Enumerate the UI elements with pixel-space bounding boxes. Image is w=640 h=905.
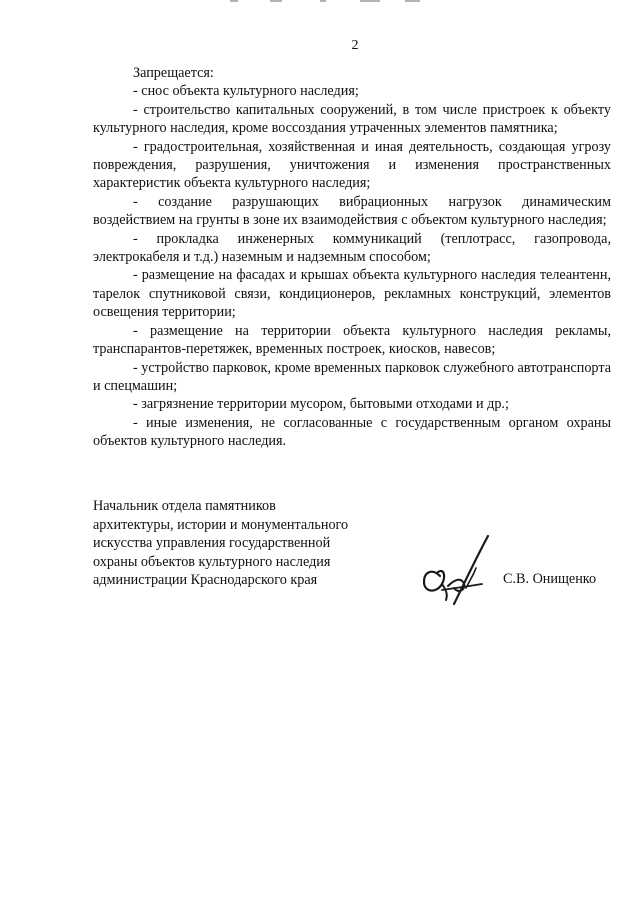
- prohibition-item: - устройство парковок, кроме временных парковок служебного автотранспорта и спецмашин;: [93, 359, 611, 394]
- signatory-position: [93, 497, 393, 590]
- page-number: 2: [351, 38, 359, 53]
- position-line: администрации Краснодарского края: [93, 572, 318, 589]
- prohibition-item: - создание разрушающих вибрационных нагрузок динамическим воздействием на грунты в зоне их взаимодействия с объектом культурного наследия;: [93, 193, 611, 229]
- position-line: охраны объектов культурного наследия: [93, 553, 331, 570]
- position-line: Начальник отдела памятников: [93, 498, 276, 514]
- prohibition-item: - снос объекта культурного наследия;: [133, 83, 359, 100]
- prohibitions-heading: Запрещается:: [133, 65, 214, 81]
- prohibition-item: - строительство капитальных сооружений, в том числе пристроек к объекту культурного наследия, кроме воссоздания утраченных элементов памятника;: [93, 101, 611, 137]
- scan-edge-marks: [230, 0, 430, 3]
- position-line: искусства управления государственной: [93, 535, 331, 552]
- position-line: архитектуры, истории и монументального: [93, 516, 349, 533]
- prohibition-item: - загрязнение территории мусором, бытовыми отходами и др.;: [133, 396, 509, 413]
- prohibition-item: - градостроительная, хозяйственная и иная деятельность, создающая угрозу повреждения, разрушения, уничтожения и изменения пространственных характеристик объекта культурного наследия;: [93, 138, 611, 192]
- prohibition-item: - иные изменения, не согласованные с государственным органом охраны объектов культурного наследия.: [93, 414, 611, 450]
- prohibition-item: - прокладка инженерных коммуникаций (теплотрасс, газопровода, электрокабеля и т.д.) наземным и надземным способом;: [93, 230, 611, 266]
- prohibitions-section: [93, 64, 611, 451]
- prohibition-item: - размещение на фасадах и крышах объекта культурного наследия телеантенн, тарелок спутниковой связи, кондиционеров, рекламных конструкций, элементов освещения территории;: [93, 267, 611, 321]
- prohibition-item: - размещение на территории объекта культурного наследия рекламы, транспарантов-перетяжек, временных построек, киосков, навесов;: [93, 322, 611, 358]
- signer-name: С.В. Онищенко: [503, 571, 597, 587]
- handwritten-signature-icon: [402, 528, 502, 610]
